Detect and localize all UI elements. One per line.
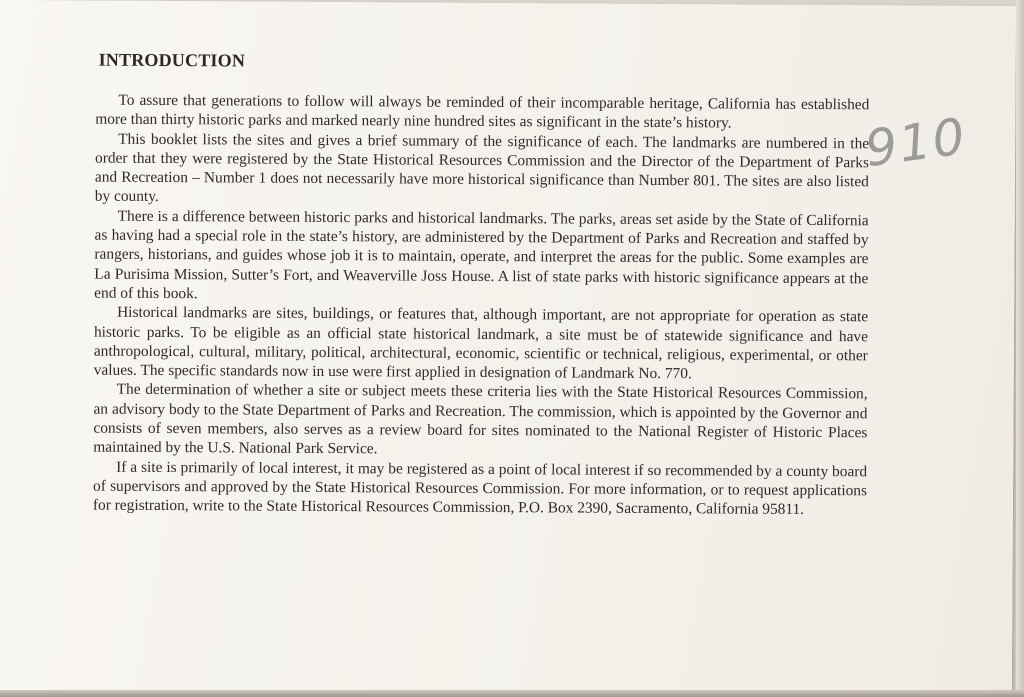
paragraph-parks-vs-landmarks: There is a difference between historic parks and historical landmarks. The parks, areas set aside by the State of California as having had a special role in the state’s history, are administered by the Department of Parks and Recreation and staffed by rangers, historians, and guides whose job it is to maintain, operate, and interpret the areas for the public. Some examples are La Purisima Mission, Sutter’s Fort, and Weaverville Joss House. A list of state parks with historic significance appears at the end of this book. <box>94 207 869 303</box>
paragraph-commission: The determination of whether a site or subject meets these criteria lies with the State Historical Resources Commission, an advisory body to the State Department of Parks and Recreation. The commission, which is appointed by the Governor and consists of seven members, also serves as a review board for sites nominated to the National Register of Historic Places maintained by the U.S. National Park Service. <box>93 381 868 458</box>
paragraph-booklet: This booklet lists the sites and gives a brief summary of the significance of each. The landmarks are numbered in the order that they were registered by the State Historical Resources Commission and the Director of the Department of Parks and Recreation – Number 1 does not necessarily have more historical significance than Number 801. The sites are also listed by county. <box>94 130 870 206</box>
page-bottom-edge <box>0 690 1024 697</box>
page-right-edge <box>1016 0 1024 697</box>
paragraph-heritage: To assure that generations to follow will always be reminded of their incomparable heritage, California has established more than thirty historic parks and marked nearly nine hundred sites as significant in the state’s history. <box>95 91 870 132</box>
introduction-body <box>93 91 870 520</box>
paragraph-local-interest: If a site is primarily of local interest, it may be registered as a point of local interest if so recommended by a county board of supervisors and approved by the State Historical Resources Commission. For more information, or to request applications for registration, write to the State Historical Resources Commission, P.O. Box 2390, Sacramento, California 95811. <box>92 458 868 519</box>
paragraph-landmark-eligibility: Historical landmarks are sites, buildings, or features that, although important, are not appropriate for operation as state historic parks. To be eligible as an official state historical landmark, a site must be of statewide significance and have anthropological, cultural, military, political, architectural, economic, scientific or technical, religious, experimental, or other values. The specific standards now in use were first applied in designation of Landmark No. 770. <box>93 303 869 383</box>
page-heading: INTRODUCTION <box>98 49 246 71</box>
handwritten-page-number: 910 <box>861 107 970 179</box>
